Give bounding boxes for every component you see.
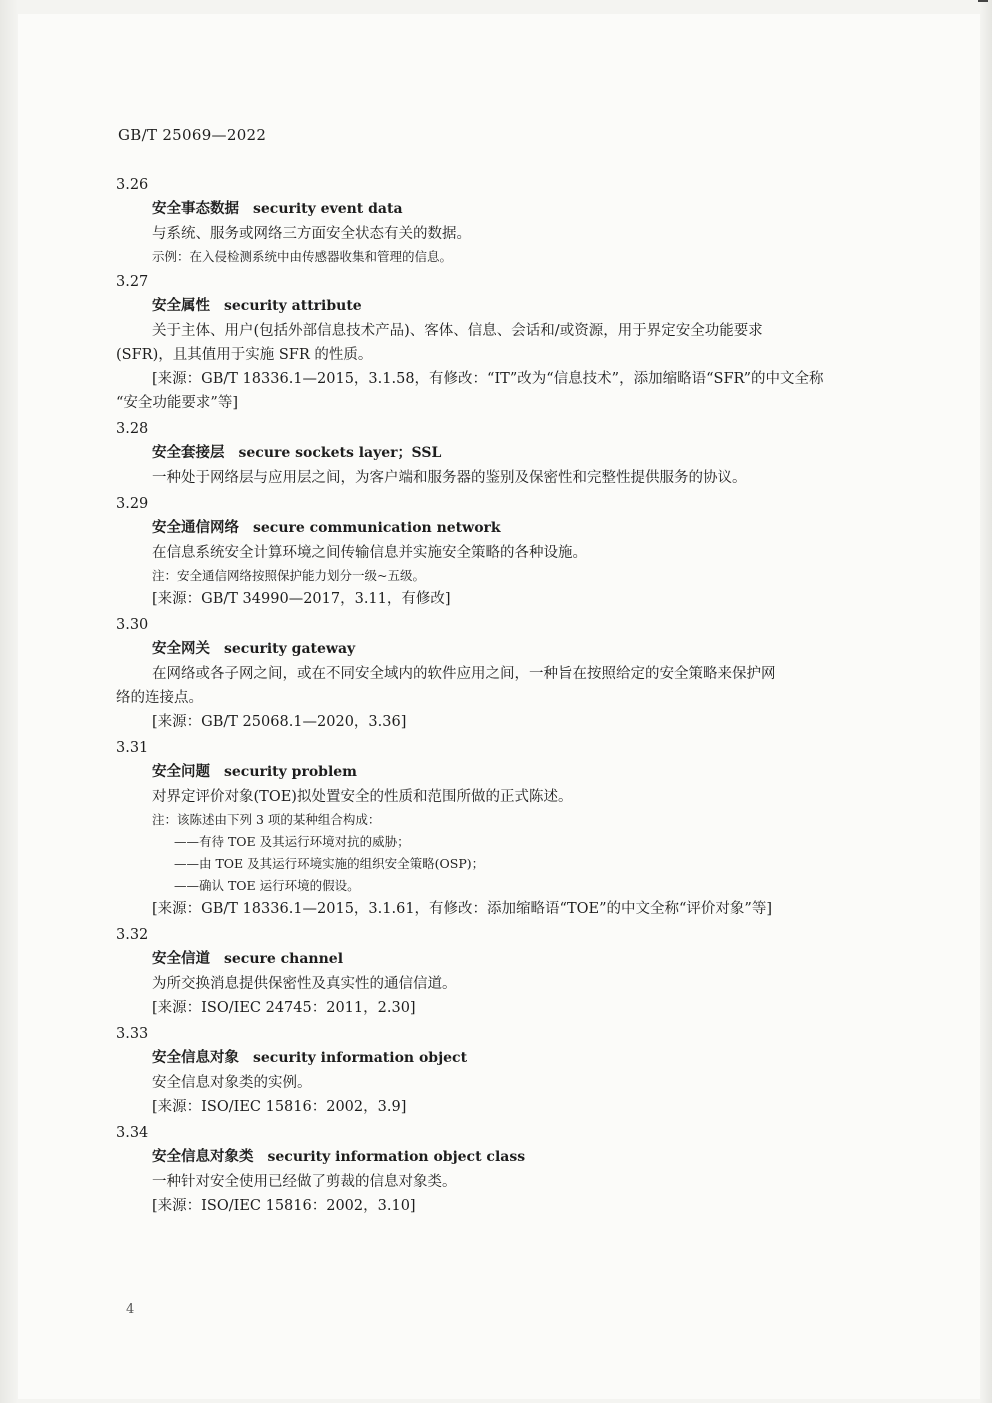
term-definition: 在信息系统安全计算环境之间传输信息并实施安全策略的各种设施。 xyxy=(152,545,587,561)
term-number: 3.28 xyxy=(116,421,149,437)
term-number: 3.33 xyxy=(116,1026,149,1042)
scan-mark xyxy=(978,0,988,2)
term-english: secure sockets layer；SSL xyxy=(238,445,442,461)
term-heading xyxy=(116,439,896,466)
term-english: security information object class xyxy=(267,1149,526,1165)
term-source-line-1: [来源：GB/T 18336.1—2015，3.1.58，有修改：“IT”改为“信息技术”，添加缩略语“SFR”的中文全称 xyxy=(152,371,824,387)
terms-content xyxy=(116,171,896,1218)
term-number: 3.26 xyxy=(116,177,149,193)
term-source-line-2: “安全功能要求”等] xyxy=(116,395,238,411)
page-number: 4 xyxy=(126,1302,135,1317)
term-heading xyxy=(116,635,896,662)
term-english: security information object xyxy=(253,1050,468,1066)
term-chinese: 安全属性 xyxy=(152,297,210,314)
term-note-item: ——有待 TOE 及其运行环境对抗的威胁； xyxy=(174,834,410,849)
term-heading xyxy=(116,292,896,319)
term-entry-3-33 xyxy=(116,1024,896,1119)
term-english: secure communication network xyxy=(253,520,501,536)
term-chinese: 安全套接层 xyxy=(152,444,225,461)
term-number: 3.34 xyxy=(116,1125,149,1141)
scan-edge-right xyxy=(980,0,992,1403)
term-heading xyxy=(116,514,896,541)
term-heading xyxy=(116,1143,896,1170)
term-chinese: 安全信息对象 xyxy=(152,1049,239,1066)
term-chinese: 安全事态数据 xyxy=(152,200,239,217)
term-entry-3-29 xyxy=(116,494,896,611)
term-definition: 与系统、服务或网络三方面安全状态有关的数据。 xyxy=(152,226,471,242)
term-entry-3-30 xyxy=(116,615,896,734)
term-example: 示例：在入侵检测系统中由传感器收集和管理的信息。 xyxy=(152,249,453,264)
term-english: security attribute xyxy=(224,298,362,314)
term-source: [来源：ISO/IEC 15816：2002，3.10] xyxy=(152,1198,416,1214)
term-chinese: 安全通信网络 xyxy=(152,519,239,536)
term-heading xyxy=(116,945,896,972)
term-entry-3-26 xyxy=(116,175,896,268)
term-entry-3-34 xyxy=(116,1123,896,1218)
term-definition: 为所交换消息提供保密性及真实性的通信信道。 xyxy=(152,976,457,992)
term-note-item: ——由 TOE 及其运行环境实施的组织安全策略(OSP)； xyxy=(174,856,485,871)
term-chinese: 安全信息对象类 xyxy=(152,1148,254,1165)
term-english: security gateway xyxy=(224,641,356,657)
term-definition: 安全信息对象类的实例。 xyxy=(152,1075,312,1091)
term-number: 3.29 xyxy=(116,496,149,512)
term-entry-3-32 xyxy=(116,925,896,1020)
term-definition: 对界定评价对象(TOE)拟处置安全的性质和范围所做的正式陈述。 xyxy=(152,789,573,805)
scan-edge-left xyxy=(0,0,18,1403)
term-entry-3-28 xyxy=(116,419,896,490)
term-note-item: ——确认 TOE 运行环境的假设。 xyxy=(174,878,360,893)
term-entry-3-31 xyxy=(116,738,896,921)
term-heading xyxy=(116,758,896,785)
term-number: 3.27 xyxy=(116,274,149,290)
term-chinese: 安全问题 xyxy=(152,763,210,780)
term-definition-line-1: 在网络或各子网之间，或在不同安全域内的软件应用之间，一种旨在按照给定的安全策略来保护网 xyxy=(152,666,776,682)
term-number: 3.30 xyxy=(116,617,149,633)
term-note: 注：安全通信网络按照保护能力划分一级~五级。 xyxy=(152,568,425,583)
term-english: security problem xyxy=(224,764,357,780)
term-entry-3-27 xyxy=(116,272,896,415)
term-heading xyxy=(116,195,896,222)
term-source: [来源：ISO/IEC 15816：2002，3.9] xyxy=(152,1099,407,1115)
term-number: 3.31 xyxy=(116,740,149,756)
term-english: security event data xyxy=(253,201,403,217)
term-source: [来源：GB/T 34990—2017，3.11，有修改] xyxy=(152,591,451,607)
term-definition: 一种处于网络层与应用层之间，为客户端和服务器的鉴别及保密性和完整性提供服务的协议。 xyxy=(152,470,747,486)
term-definition: 一种针对安全使用已经做了剪裁的信息对象类。 xyxy=(152,1174,457,1190)
page-header-standard-number: GB/T 25069—2022 xyxy=(118,126,267,144)
term-chinese: 安全信道 xyxy=(152,950,210,967)
term-definition-line-1: 关于主体、用户(包括外部信息技术产品)、客体、信息、会话和/或资源，用于界定安全功能要求 xyxy=(152,323,763,339)
term-definition-line-2: (SFR)，且其值用于实施 SFR 的性质。 xyxy=(116,347,373,363)
term-note: 注：该陈述由下列 3 项的某种组合构成： xyxy=(152,812,381,827)
term-source: [来源：GB/T 25068.1—2020，3.36] xyxy=(152,714,407,730)
term-source: [来源：GB/T 18336.1—2015，3.1.61，有修改：添加缩略语“TOE”的中文全称“评价对象”等] xyxy=(152,901,772,917)
term-chinese: 安全网关 xyxy=(152,640,210,657)
term-number: 3.32 xyxy=(116,927,149,943)
term-english: secure channel xyxy=(224,951,344,967)
term-heading xyxy=(116,1044,896,1071)
term-source: [来源：ISO/IEC 24745：2011，2.30] xyxy=(152,1000,416,1016)
term-definition-line-2: 络的连接点。 xyxy=(116,690,203,706)
